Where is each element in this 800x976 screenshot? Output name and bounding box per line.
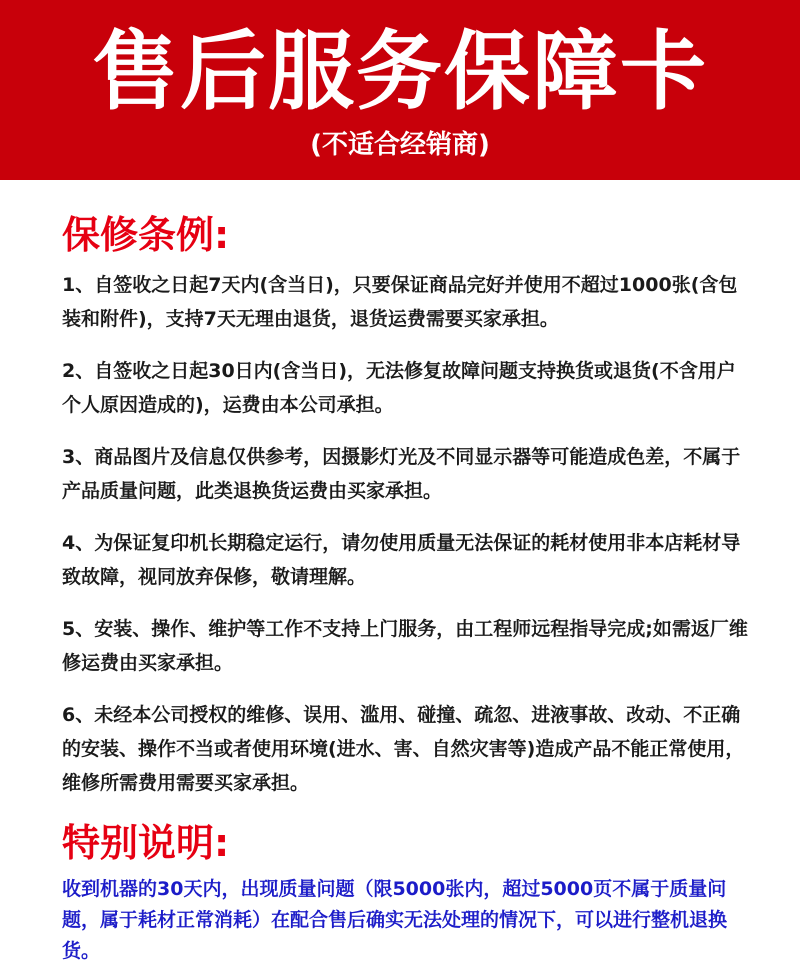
- warranty-clause-2: 2、自签收之日起30日内(含当日)，无法修复故障问题支持换货或退货(不含用户个人原因造成的)，运费由本公司承担。: [62, 360, 736, 416]
- warranty-clause-3: 3、商品图片及信息仅供参考，因摄影灯光及不同显示器等可能造成色差，不属于产品质量问题，此类退换货运费由买家承担。: [62, 446, 741, 502]
- warranty-clause-list: [62, 268, 752, 818]
- page-title: 售后服务保障卡: [92, 22, 708, 122]
- special-note-text: 收到机器的30天内，出现质量问题（限5000张内，超过5000页不属于质量问题，属于耗材正常消耗）在配合售后确实无法处理的情况下，可以进行整机退换货。: [62, 878, 728, 962]
- warranty-clause-1: 1、自签收之日起7天内(含当日)，只要保证商品完好并使用不超过1000张(含包装和附件)，支持7天无理由退货，退货运费需要买家承担。: [62, 274, 738, 330]
- warranty-clause-4: 4、为保证复印机长期稳定运行，请勿使用质量无法保证的耗材使用非本店耗材导致故障，视同放弃保修，敬请理解。: [62, 532, 741, 588]
- page-subtitle: (不适合经销商): [310, 130, 490, 160]
- header-banner: [0, 0, 800, 180]
- warranty-clause-6: 6、未经本公司授权的维修、误用、滥用、碰撞、疏忽、进液事故、改动、不正确的安装、操作不当或者使用环境(进水、害、自然灾害等)造成产品不能正常使用，维修所需费用需要买家承担。: [62, 704, 745, 794]
- warranty-clause-5: 5、安装、操作、维护等工作不支持上门服务，由工程师远程指导完成;如需返厂维修运费由买家承担。: [62, 618, 748, 674]
- warranty-heading: 保修条例:: [62, 213, 230, 257]
- special-note-heading: 特别说明:: [62, 821, 230, 865]
